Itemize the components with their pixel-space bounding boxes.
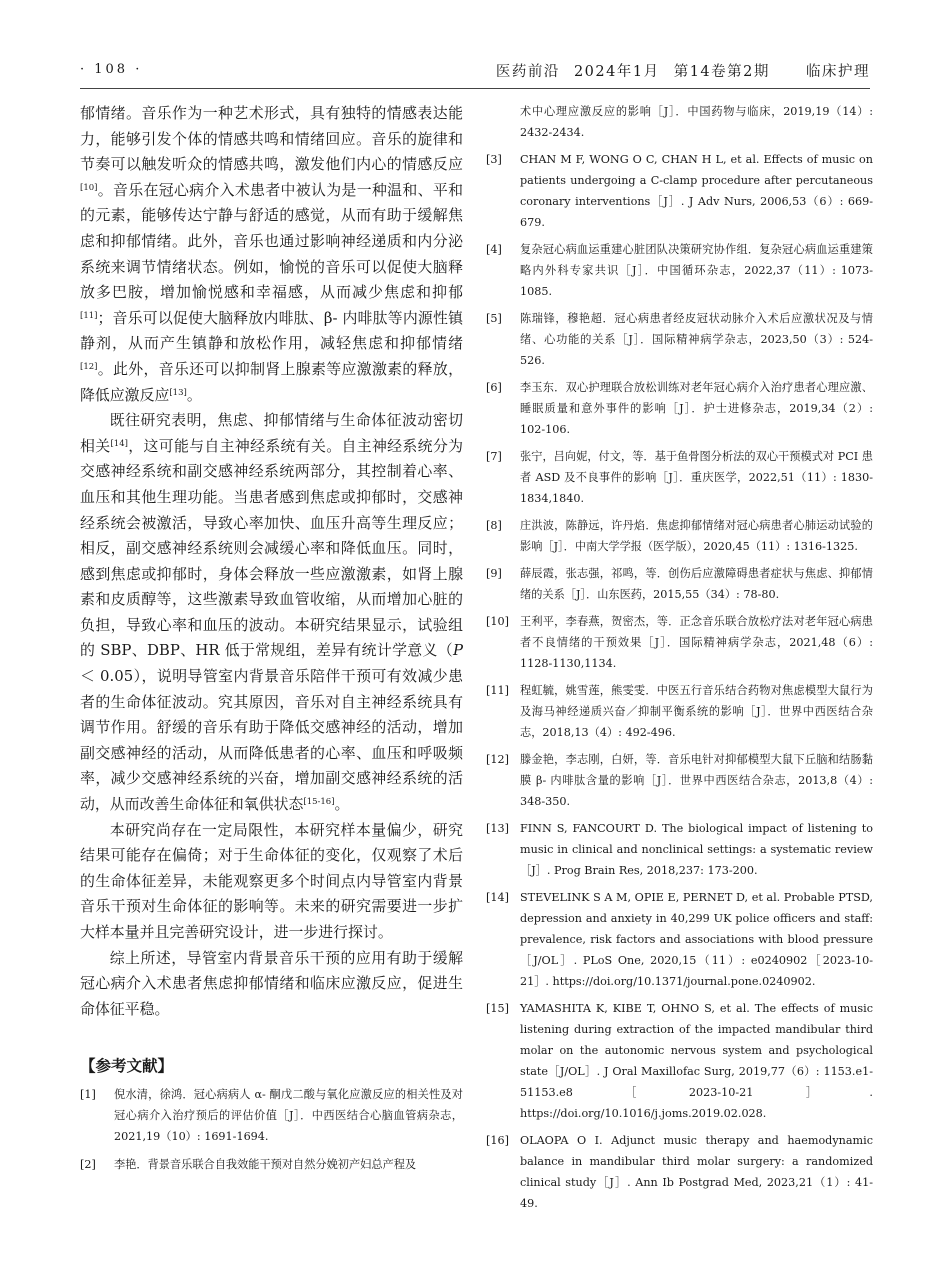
reference-item: [6] 李玉东．双心护理联合放松训练对老年冠心病介入治疗患者心理应激、睡眠质量和意外事件的影响［J］．护士进修杂志，2019,34（2）: 102-106. (486, 381, 873, 436)
reference-item: [7] 张宁，吕向妮，付文，等．基于鱼骨图分析法的双心干预模式对 PCI 患者 ASD 及不良事件的影响［J］．重庆医学，2022,51（11）: 1830-1834,1840. (486, 450, 873, 505)
page-header (80, 60, 870, 86)
right-column (486, 101, 873, 1241)
references-heading: 【参考文献】 (80, 1057, 174, 1076)
body-paragraph: 本研究尚存在一定局限性，本研究样本量偏少，研究结果可能存在偏倚；对于生命体征的变化，仅观察了术后的生命体征差异，未能观察更多个时间点内导管室内背景音乐干预对生命体征的影响等。未来的研究需要进一步扩大样本量并且完善研究设计，进一步进行探讨。 (80, 820, 463, 941)
body-paragraph: 综上所述，导管室内背景音乐干预的应用有助于缓解冠心病介入术患者焦虑抑郁情绪和临床应激反应，促进生命体征平稳。 (80, 948, 463, 1018)
reference-item: [13] FINN S, FANCOURT D. The biological impact of listening to music in clinical and nonclinical settings: a systematic review［J］. Prog Brain Res, 2018,237: 173-200. (486, 822, 873, 877)
reference-item: [10] 王利平，李春燕，贺密杰，等．正念音乐联合放松疗法对老年冠心病患者不良情绪的干预效果［J］．国际精神病学杂志，2021,48（6）: 1128-1130,1134. (486, 615, 873, 670)
reference-item: [9] 薛辰霞，张志强，祁鸣，等．创伤后应激障碍患者症状与焦虑、抑郁情绪的关系［J］．山东医药，2015,55（34）: 78-80. (486, 567, 873, 601)
citation: [10] (80, 182, 98, 193)
issue-date: 2024年1月 (573, 64, 660, 80)
reference-item: [12] 滕金艳，李志刚，白妍，等．音乐电针对抑郁模型大鼠下丘脑和结肠黏膜 β- 内啡肽含量的影响［J］．世界中西医结合杂志，2013,8（4）: 348-350. (486, 753, 873, 808)
reference-item: [16] OLAOPA O I. Adjunct music therapy and haemodynamic balance in mandibular third molar surgery: a randomized clinical study［J］. Ann Ib Postgrad Med, 2023,21（1）: 41-49. (486, 1134, 873, 1210)
left-column (80, 101, 463, 1241)
reference-item: [11] 程虹毓，姚雪莲，熊雯雯．中医五行音乐结合药物对焦虑模型大鼠行为及海马神经递质兴奋／抑制平衡系统的影响［J］．世界中西医结合杂志，2018,13（4）: 492-496. (486, 684, 873, 739)
header-divider (80, 88, 870, 89)
reference-item: [5] 陈瑞锋，穆艳超．冠心病患者经皮冠状动脉介入术后应激状况及与情绪、心功能的关系［J］．国际精神病学杂志，2023,50（3）: 524-526. (486, 312, 873, 367)
citation: [12] (80, 361, 98, 372)
reference-item: [8] 庄洪波，陈静远，许丹焰．焦虑抑郁情绪对冠心病患者心肺运动试验的影响［J］．中南大学学报（医学版），2020,45（11）: 1316-1325. (486, 519, 873, 553)
p-value-symbol: P (452, 641, 463, 660)
citation: [14] (110, 438, 128, 449)
reference-item: [1] 倪水清，徐鸿．冠心病病人 α- 酮戊二酸与氧化应激反应的相关性及对冠心病介入治疗预后的评估价值［J］．中西医结合心脑血管病杂志，2021,19（10）: 1691-1694. (80, 1088, 463, 1144)
citation: [11] (80, 310, 98, 321)
journal-info (496, 60, 870, 81)
page-number: · 108 · (80, 62, 143, 77)
body-paragraph: 郁情绪。音乐作为一种艺术形式，具有独特的情感表达能力，能够引发个体的情感共鸣和情绪回应。音乐的旋律和节奏可以触发听众的情感共鸣，激发他们内心的情感反应[10]。音乐在冠心病介入术患者中被认为是一种温和、平和的元素，能够传达宁静与舒适的感觉，从而有助于缓解焦虑和抑郁情绪。此外，音乐也通过影响神经递质和内分泌系统来调节情绪状态。例如，愉悦的音乐可以促使大脑释放多巴胺，增加愉悦感和幸福感，从而减少焦虑和抑郁[11]；音乐可以促使大脑释放内啡肽、β- 内啡肽等内源性镇静剂，从而产生镇静和放松作用，减轻焦虑和抑郁情绪[12]。此外，音乐还可以抑制肾上腺素等应激激素的释放，降低应激反应[13]。 (80, 104, 463, 404)
body-paragraph: 既往研究表明，焦虑、抑郁情绪与生命体征波动密切相关[14]，这可能与自主神经系统有关。自主神经系统分为交感神经系统和副交感神经系统两部分，其控制着心率、血压和其他生理功能。当患者感到焦虑或抑郁时，交感神经系统会被激活，导致心率加快、血压升高等生理反应；相反，副交感神经系统则会减缓心率和降低血压。同时，感到焦虑或抑郁时，身体会释放一些应激激素，如肾上腺素和皮质醇等，这些激素导致血管收缩，从而增加心脏的负担，导致心率和血压的波动。本研究结果显示，试验组的 SBP、DBP、HR 低于常规组，差异有统计学意义（P ＜ 0.05），说明导管室内背景音乐陪伴干预可有效减少患者的生命体征波动。究其原因，音乐对自主神经系统具有调节作用。舒缓的音乐有助于降低交感神经的活动，增加副交感神经的活动，从而降低患者的心率、血压和呼吸频率，减少交感神经系统的兴奋，增加副交感神经系统的活动，从而改善生命体征和氧供状态[15-16]。 (80, 411, 463, 814)
section-name: 临床护理 (806, 64, 870, 80)
reference-item: [14] STEVELINK S A M, OPIE E, PERNET D, et al. Probable PTSD, depression and anxiety in 40,299 UK police officers and staff: prevalence, risk factors and associations with blood pressure［J/OL］. PLoS One, 2020,15（11）: e0240902［2023-10-21］. https://doi.org/10.1371/journal.pone.0240902. (486, 891, 873, 988)
reference-item: [3] CHAN M F, WONG O C, CHAN H L, et al. Effects of music on patients undergoing a C-clamp procedure after percutaneous coronary interventions［J］. J Adv Nurs, 2006,53（6）: 669-679. (486, 153, 873, 229)
citation: [15-16] (303, 797, 335, 808)
reference-item: [2] 李艳．背景音乐联合自我效能干预对自然分娩初产妇总产程及 (80, 1158, 417, 1172)
journal-name: 医药前沿 (495, 64, 560, 80)
reference-item: [4] 复杂冠心病血运重建心脏团队决策研究协作组．复杂冠心病血运重建策略内外科专家共识［J］．中国循环杂志，2022,37（11）: 1073-1085. (486, 243, 873, 298)
issue-volume: 第14卷第2期 (673, 64, 770, 80)
citation: [13] (169, 387, 187, 398)
reference-item: [15] YAMASHITA K, KIBE T, OHNO S, et al. The effects of music listening during extraction of the impacted mandibular third molar on the autonomic nervous system and psychological state［J/OL］. J Oral Maxillofac Surg, 2019,77（6）: 1153.e1-51153.e8［2023-10-21］. https://doi.org/10.1016/j.joms.2019.02.028. (486, 1002, 873, 1120)
reference-item-continued: 术中心理应激反应的影响［J］．中国药物与临床，2019,19（14）: 2432-2434. (520, 105, 873, 139)
